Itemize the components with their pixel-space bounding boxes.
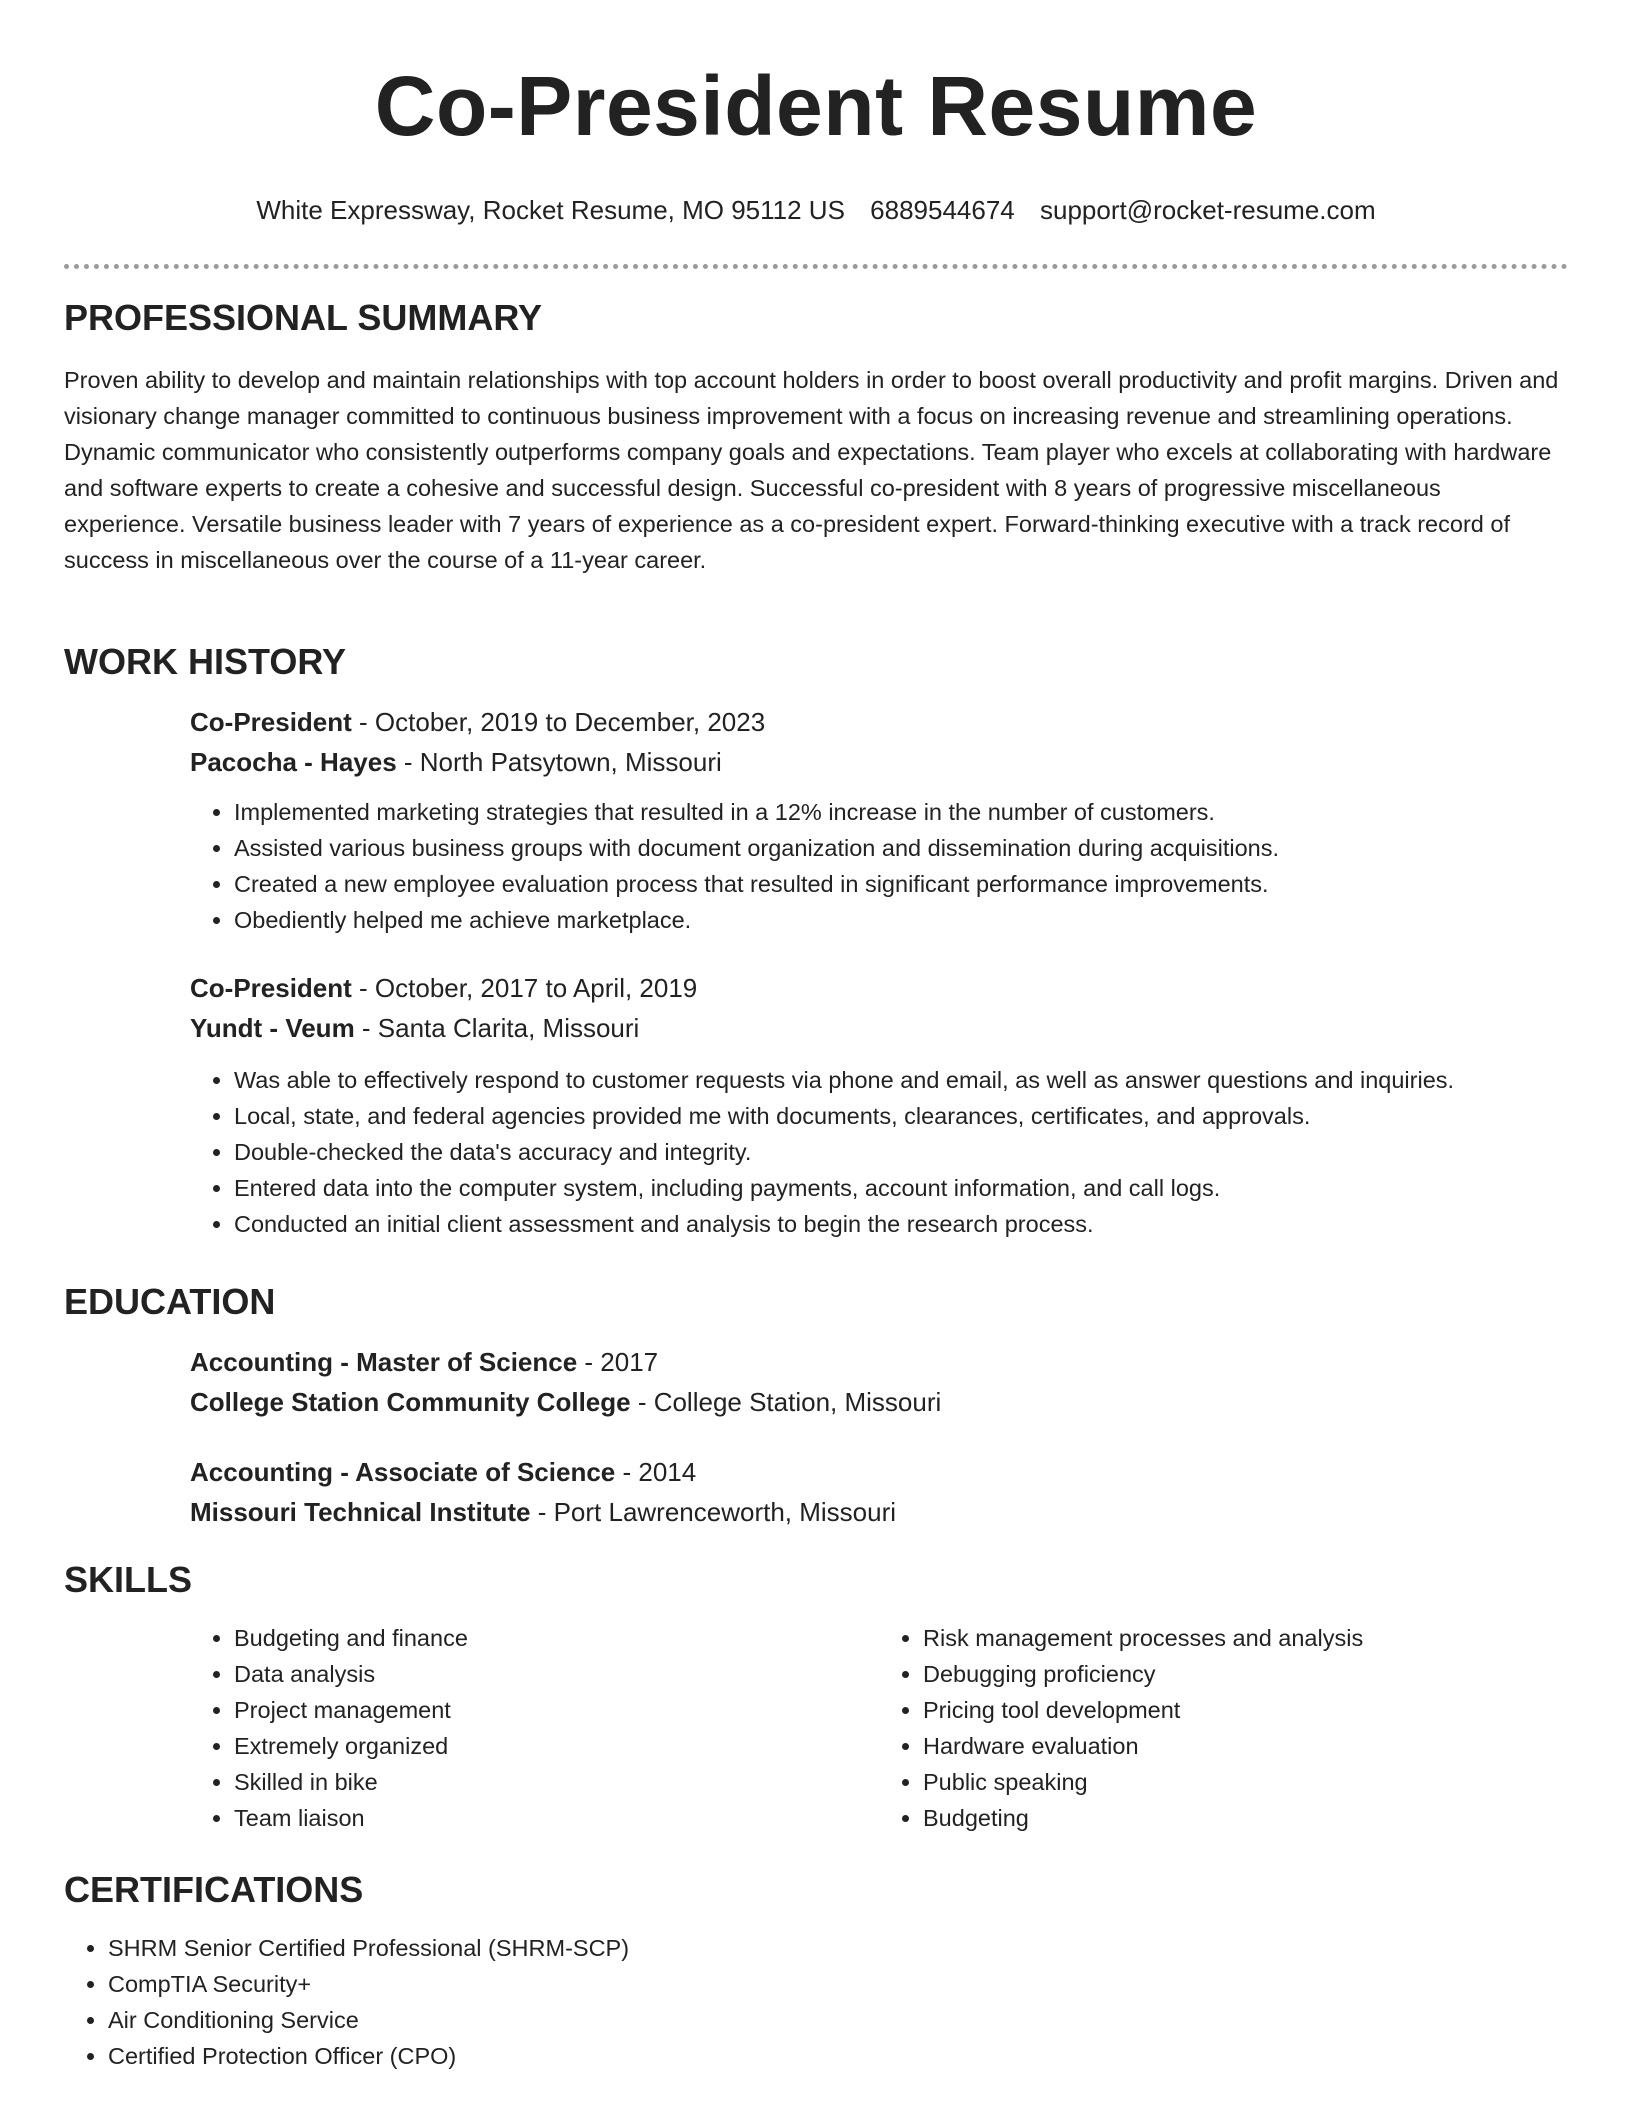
work-history-section xyxy=(64,640,1568,1242)
summary-section xyxy=(64,296,1568,578)
list-item: • Local, state, and federal agencies provided me with documents, clearances, certificates, and approvals. xyxy=(234,1098,1568,1134)
school-line xyxy=(190,1492,1568,1532)
resume-page xyxy=(64,0,1568,2069)
skills-list-left xyxy=(190,1620,879,1836)
degree-line xyxy=(190,1342,1568,1382)
contact-line xyxy=(64,194,1568,226)
school: College Station Community College xyxy=(190,1387,631,1417)
list-item: • Project management xyxy=(234,1692,879,1728)
job-dates: - October, 2017 to April, 2019 xyxy=(351,973,698,1003)
list-item: • Team liaison xyxy=(234,1800,879,1836)
list-item: • Data analysis xyxy=(234,1656,879,1692)
header-divider xyxy=(64,264,1568,269)
list-item: • Double-checked the data's accuracy and integrity. xyxy=(234,1134,1568,1170)
skills-grid xyxy=(190,1620,1568,1836)
skills-heading: SKILLS xyxy=(64,1559,193,1600)
degree-year: - 2014 xyxy=(615,1457,697,1487)
job-dates: - October, 2019 to December, 2023 xyxy=(351,707,766,737)
list-item: • Assisted various business groups with document organization and dissemination during acquisitions. xyxy=(234,830,1568,866)
contact-address: White Expressway, Rocket Resume, MO 95112 US xyxy=(256,195,845,225)
school-line xyxy=(190,1382,1568,1422)
resume-title: Co-President Resume xyxy=(374,59,1258,153)
school-location: - College Station, Missouri xyxy=(630,1387,942,1417)
list-item: • Implemented marketing strategies that resulted in a 12% increase in the number of customers. xyxy=(234,794,1568,830)
list-item: • Public speaking xyxy=(923,1764,1568,1800)
school-location: - Port Lawrenceworth, Missouri xyxy=(530,1497,897,1527)
education-entry xyxy=(190,1452,1568,1532)
job-company-line xyxy=(190,742,1568,782)
list-item: • SHRM Senior Certified Professional (SHRM-SCP) xyxy=(108,1930,1568,1966)
degree-line xyxy=(190,1452,1568,1492)
job-title: Co-President xyxy=(190,707,352,737)
job-entry xyxy=(190,702,1568,938)
list-item: • Certified Protection Officer (CPO) xyxy=(108,2038,1568,2074)
certifications-section xyxy=(64,1868,1568,2074)
job-company: Pacocha - Hayes xyxy=(190,747,397,777)
list-item: • Extremely organized xyxy=(234,1728,879,1764)
list-item: • CompTIA Security+ xyxy=(108,1966,1568,2002)
job-bullets xyxy=(190,794,1568,938)
work-history-heading: WORK HISTORY xyxy=(64,641,347,682)
education-heading: EDUCATION xyxy=(64,1281,276,1322)
list-item: • Budgeting and finance xyxy=(234,1620,879,1656)
summary-heading: PROFESSIONAL SUMMARY xyxy=(64,297,543,338)
list-item: • Skilled in bike xyxy=(234,1764,879,1800)
list-item: • Entered data into the computer system, including payments, account information, and call logs. xyxy=(234,1170,1568,1206)
job-title-line xyxy=(190,968,1568,1008)
list-item: • Risk management processes and analysis xyxy=(923,1620,1568,1656)
list-item: • Air Conditioning Service xyxy=(108,2002,1568,2038)
skills-list-right xyxy=(879,1620,1568,1836)
job-entry xyxy=(190,968,1568,1242)
education-section xyxy=(64,1280,1568,1532)
list-item: • Created a new employee evaluation process that resulted in significant performance improvements. xyxy=(234,866,1568,902)
certifications-heading: CERTIFICATIONS xyxy=(64,1869,364,1910)
list-item: • Pricing tool development xyxy=(923,1692,1568,1728)
job-company-line xyxy=(190,1008,1568,1048)
contact-phone: 6889544674 xyxy=(870,195,1015,225)
job-location: - Santa Clarita, Missouri xyxy=(354,1013,640,1043)
list-item: • Budgeting xyxy=(923,1800,1568,1836)
list-item: • Obediently helped me achieve marketplace. xyxy=(234,902,1568,938)
certifications-list xyxy=(64,1930,1568,2074)
skills-section xyxy=(64,1558,1568,1836)
school: Missouri Technical Institute xyxy=(190,1497,531,1527)
list-item: • Conducted an initial client assessment and analysis to begin the research process. xyxy=(234,1206,1568,1242)
degree: Accounting - Associate of Science xyxy=(190,1457,616,1487)
education-entry xyxy=(190,1342,1568,1422)
summary-text: Proven ability to develop and maintain relationships with top account holders in order to boost overall productivity and profit margins. Driven and visionary change manager committed to continuous business improvement with a focus on increasing revenue and streamlining operations. Dynamic communicator who consistently outperforms company goals and expectations. Team player who excels at collaborating with hardware and software experts to create a cohesive and successful design. Successful co-president with 8 years of progressive miscellaneous experience. Versatile business leader with 7 years of experience as a co-president expert. Forward-thinking executive with a track record of success in miscellaneous over the course of a 11-year career. xyxy=(64,367,1559,573)
job-company: Yundt - Veum xyxy=(190,1013,355,1043)
contact-email: support@rocket-resume.com xyxy=(1040,195,1376,225)
job-title-line xyxy=(190,702,1568,742)
degree-year: - 2017 xyxy=(577,1347,659,1377)
job-location: - North Patsytown, Missouri xyxy=(396,747,722,777)
list-item: • Was able to effectively respond to customer requests via phone and email, as well as answer questions and inquiries. xyxy=(234,1062,1568,1098)
list-item: • Hardware evaluation xyxy=(923,1728,1568,1764)
list-item: • Debugging proficiency xyxy=(923,1656,1568,1692)
job-bullets xyxy=(190,1062,1568,1242)
job-title: Co-President xyxy=(190,973,352,1003)
degree: Accounting - Master of Science xyxy=(190,1347,578,1377)
